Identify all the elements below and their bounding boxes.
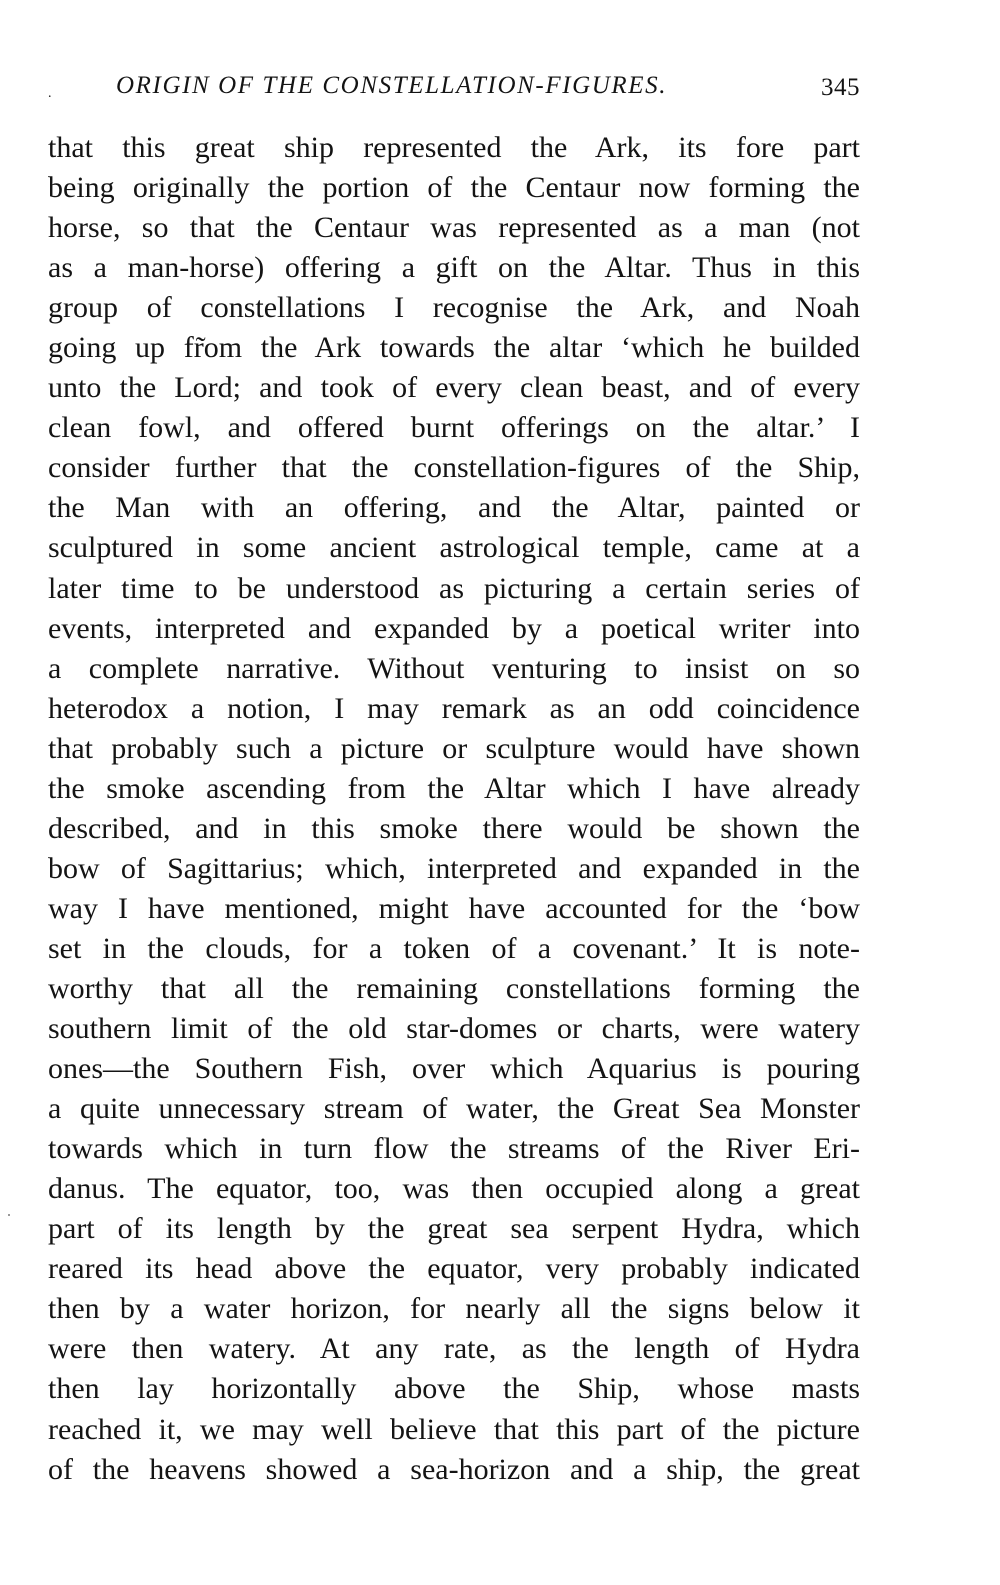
text-line: of the heavens showed a sea-horizon and a ship, the great bbox=[48, 1452, 860, 1486]
text-line: heterodox a notion, I may remark as an odd coincidence bbox=[48, 691, 860, 725]
text-line: were then watery. At any rate, as the length of Hydra bbox=[48, 1332, 860, 1366]
text-line: ones—the Southern Fish, over which Aquarius is pouring bbox=[48, 1052, 860, 1086]
text-line: reached it, we may well believe that this part of the picture bbox=[48, 1412, 860, 1446]
text-line: way I have mentioned, might have accounted for the ‘bow bbox=[48, 891, 860, 925]
text-line: consider further that the constellation-figures of the Ship, bbox=[48, 451, 860, 485]
text-line: sculptured in some ancient astrological temple, came at a bbox=[48, 531, 860, 565]
text-line: then lay horizontally above the Ship, whose masts bbox=[48, 1372, 860, 1406]
text-line: later time to be understood as picturing a certain series of bbox=[48, 571, 860, 605]
text-line: bow of Sagittarius; which, interpreted and expanded in the bbox=[48, 851, 860, 885]
text-line: events, interpreted and expanded by a poetical writer into bbox=[48, 611, 860, 645]
text-line: being originally the portion of the Centaur now forming the bbox=[48, 171, 860, 205]
text-line: set in the clouds, for a token of a covenant.’ It is note- bbox=[48, 931, 860, 965]
text-line: that probably such a picture or sculpture would have shown bbox=[48, 731, 860, 765]
text-line: a complete narrative. Without venturing to insist on so bbox=[48, 651, 860, 685]
text-line: group of constellations I recognise the Ark, and Noah bbox=[48, 291, 860, 325]
text-line: that this great ship represented the Ark, its fore part bbox=[48, 131, 860, 164]
text-line: the Man with an offering, and the Altar, painted or bbox=[48, 491, 860, 525]
text-line: going up fr̃om the Ark towards the altar ‘which he builded bbox=[48, 331, 860, 365]
running-title: ORIGIN OF THE CONSTELLATION-FIGURES. bbox=[116, 72, 668, 99]
text-line: the smoke ascending from the Altar which I have already bbox=[48, 771, 860, 805]
text-line: southern limit of the old star-domes or charts, were watery bbox=[48, 1012, 860, 1046]
text-line: as a man-horse) offering a gift on the Altar. Thus in this bbox=[48, 251, 860, 285]
text-line: then by a water horizon, for nearly all the signs below it bbox=[48, 1292, 860, 1326]
header-mark: . bbox=[48, 86, 52, 101]
text-line: part of its length by the great sea serpent Hydra, which bbox=[48, 1212, 860, 1246]
page-header bbox=[48, 72, 860, 108]
text-line: horse, so that the Centaur was represented as a man (not bbox=[48, 211, 860, 245]
body-text bbox=[48, 128, 860, 1490]
text-line: danus. The equator, too, was then occupied along a great bbox=[48, 1172, 860, 1206]
text-line: worthy that all the remaining constellations forming the bbox=[48, 971, 860, 1005]
text-line: clean fowl, and offered burnt offerings on the altar.’ I bbox=[48, 411, 860, 445]
text-line: unto the Lord; and took of every clean beast, and of every bbox=[48, 371, 860, 405]
text-line: a quite unnecessary stream of water, the Great Sea Monster bbox=[48, 1092, 860, 1126]
text-line: towards which in turn flow the streams of the River Eri- bbox=[48, 1132, 860, 1166]
page-number: 345 bbox=[821, 74, 860, 101]
margin-speck bbox=[8, 1214, 10, 1216]
text-line: described, and in this smoke there would be shown the bbox=[48, 811, 860, 845]
text-line: reared its head above the equator, very probably indicated bbox=[48, 1252, 860, 1286]
